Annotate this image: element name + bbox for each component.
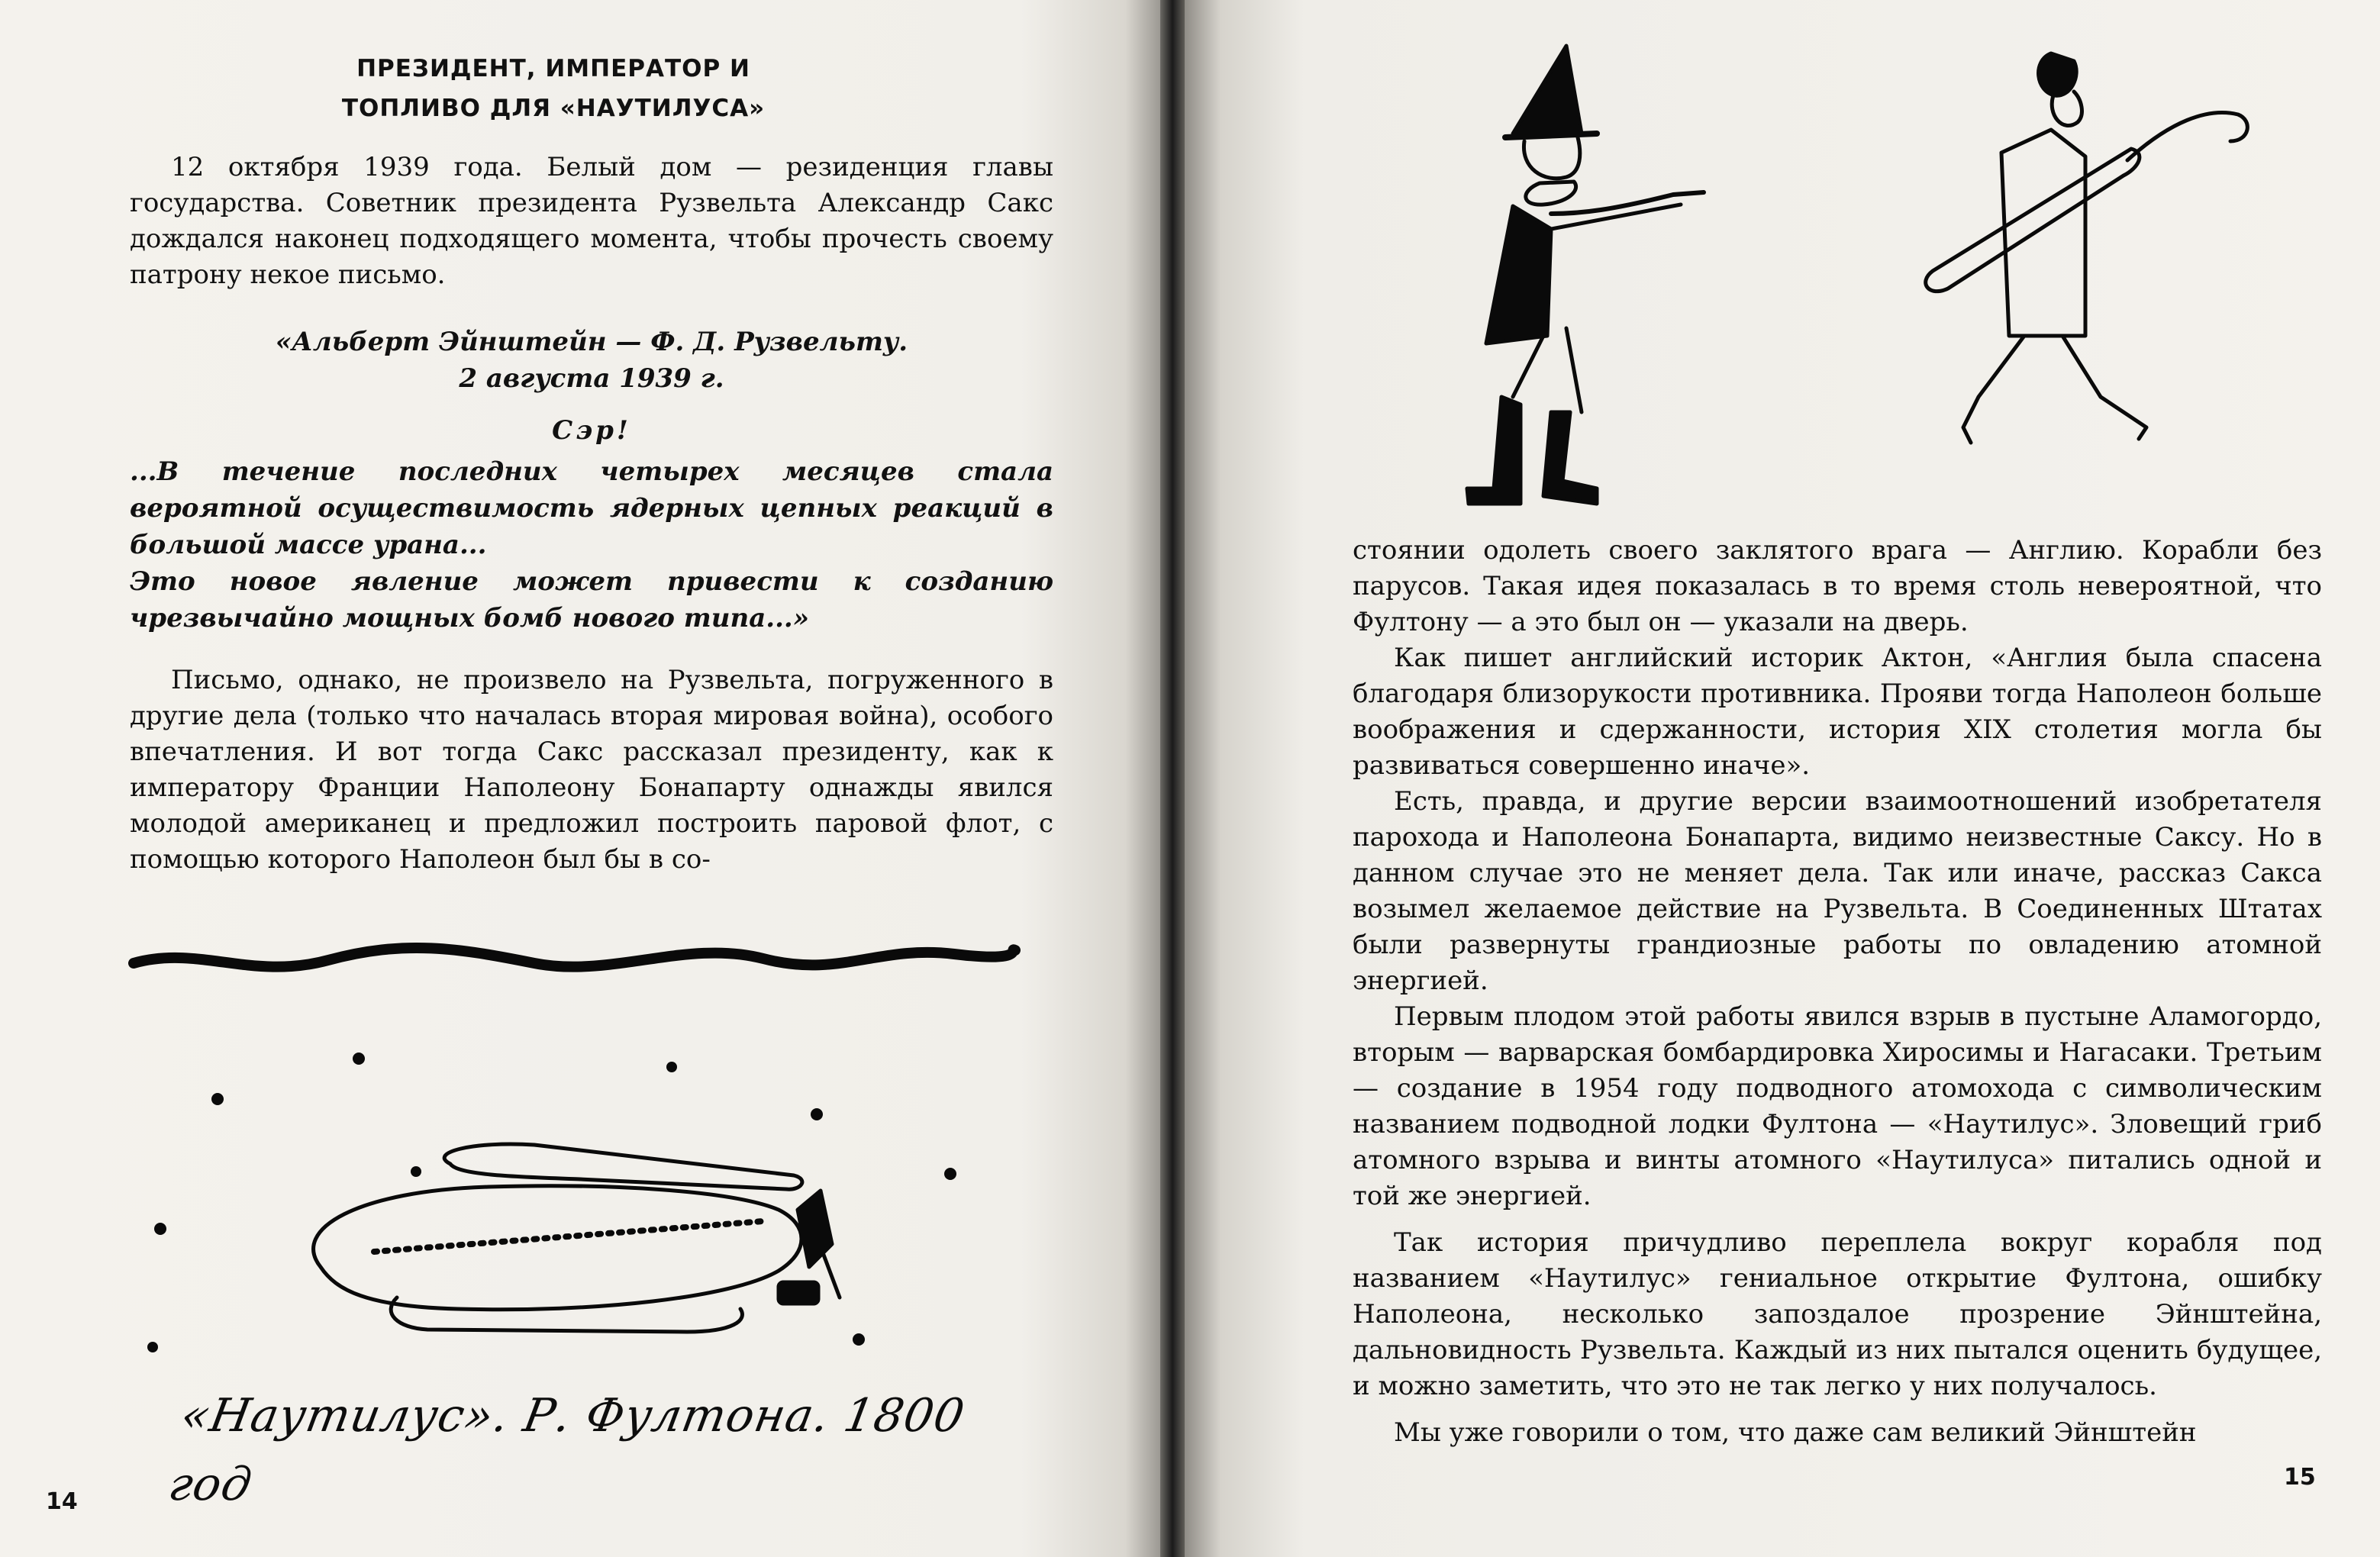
- letter-salutation: Сэр!: [552, 415, 631, 446]
- sea-surface-wave: [134, 948, 1015, 967]
- submarine-drawing: [314, 1144, 840, 1332]
- letter-header-line-2: 2 августа 1939 г.: [459, 363, 724, 394]
- heading-line-2: ТОПЛИВО ДЛЯ «НАУТИЛУСА»: [341, 95, 766, 122]
- left-page: [0, 0, 1160, 1557]
- book-gutter: [1160, 0, 1185, 1557]
- right-paragraph-1: стоянии одолеть своего заклятого врага — Англию. Корабли без парусов. Такая идея показалась в то время столь невероятной, что Фултону — а это был он — указали на дверь.: [1353, 535, 2322, 637]
- letter-body-1: ...В течение последних четырех месяцев стала вероятной осуществимость ядерных цепных реакций в большой массе урана...: [130, 456, 1053, 560]
- right-text-block: [1353, 533, 2322, 1451]
- heading-line-1: ПРЕЗИДЕНТ, ИМПЕРАТОР И: [356, 55, 750, 82]
- right-page: [1185, 0, 2380, 1557]
- letter-header-line-1: «Альберт Эйнштейн — Ф. Д. Рузвельту.: [275, 327, 908, 357]
- page-number-right: 15: [2284, 1464, 2316, 1491]
- main-paragraph: Письмо, однако, не произвело на Рузвельта, погруженного в другие дела (только что началась вторая мировая война), особого впечатления. И вот тогда Сакс рассказал президенту, как к императору Франции Наполеону Бонапарту однажды явился молодой американец и предложил построить паровой флот, с помощью которого Наполеон был бы в со-: [130, 665, 1053, 875]
- page-number-left: 14: [46, 1488, 78, 1515]
- intro-paragraph: 12 октября 1939 года. Белый дом — резиденция главы государства. Советник президента Рузвельта Александр Сакс дождался наконец подходящего момента, чтобы прочесть своему патрону некое письмо.: [130, 152, 1053, 290]
- right-paragraph-4: Первым плодом этой работы явился взрыв в пустыне Аламогордо, вторым — варварская бомбардировка Хиросимы и Нагасаки. Третьим — создание в 1954 году подводного атомохода с символическим названием подводной лодки Фултона — «Наутилус». Зловещий гриб атомного взрыва и винты атомного «Наутилуса» питались одной и той же энергией.: [1353, 1001, 2322, 1211]
- nautilus-illustration: [0, 0, 1160, 1557]
- illustration-caption: «Наутилус». Р. Фултона. 1800 год: [164, 1389, 969, 1511]
- right-paragraph-3: Есть, правда, и другие версии взаимоотношений изобретателя парохода и Наполеона Бонапарта, видимо неизвестные Саксу. Но в данном случае это не меняет дела. Так или иначе, рассказ Сакса возымел желаемое действие на Рузвельта. В Соединенных Штатах были развернуты грандиозные работы по овладению атомной энергией.: [1353, 786, 2322, 996]
- letter-body-2: Это новое явление может привести к созданию чрезвычайно мощных бомб нового типа...»: [130, 566, 1053, 633]
- right-paragraph-2: Как пишет английский историк Актон, «Англия была спасена благодаря близорукости противника. Прояви тогда Наполеон больше воображения и сдержанности, история XIX столетия могла бы развиваться совершенно иначе».: [1353, 643, 2322, 781]
- right-paragraph-6: Мы уже говорили о том, что даже сам великий Эйнштейн: [1394, 1417, 2197, 1448]
- fulton-illustration: [1185, 0, 2380, 534]
- right-paragraph-5: Так история причудливо переплела вокруг корабля под названием «Наутилус» гениальное открытие Фултона, ошибку Наполеона, несколько запоздалое прозрение Эйнштейна, дальновидность Рузвельта. Каждый из них пытался оценить будущее, и можно заметить, что это не так легко у них получалось.: [1353, 1227, 2322, 1401]
